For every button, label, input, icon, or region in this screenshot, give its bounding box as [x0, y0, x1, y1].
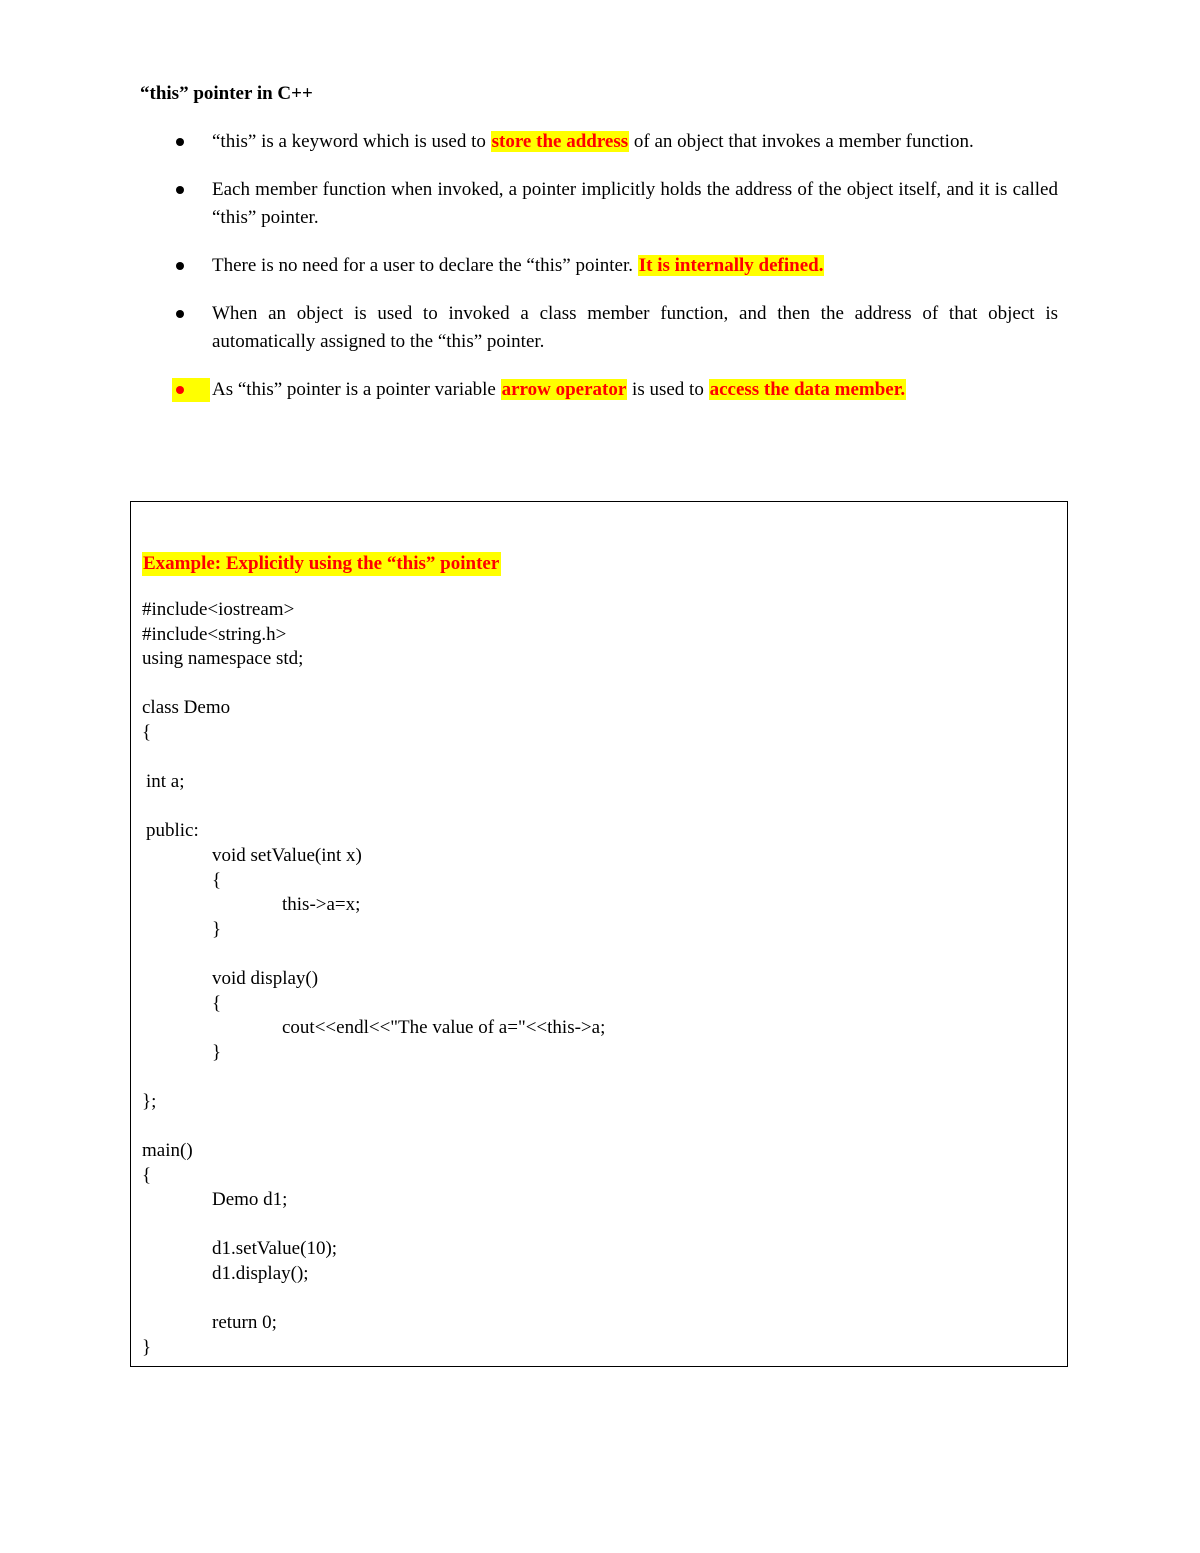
bullet-list: [140, 128, 1058, 424]
highlighted-text: It is internally defined.: [638, 255, 824, 276]
bullet-dot-icon: [176, 138, 184, 146]
bullet-dot-icon: [176, 186, 184, 194]
code-line: };: [142, 1090, 157, 1112]
code-line: }: [212, 1041, 222, 1063]
bullet-text: “this” is a keyword which is used to: [212, 131, 491, 152]
code-line: [142, 1065, 605, 1090]
code-line: [142, 746, 605, 771]
code-line: public:: [146, 820, 199, 842]
code-line: d1.setValue(10);: [212, 1238, 338, 1260]
code-line: }: [212, 918, 222, 940]
code-line: Demo d1;: [212, 1189, 288, 1211]
code-line: int a;: [146, 771, 185, 793]
bullet-text: When an object is used to invoked a class member function, and then the address of that object is automatically assigned to the “this” pointer.: [212, 303, 1058, 352]
code-line: {: [212, 992, 222, 1014]
bullet-text: is used to: [627, 379, 709, 400]
code-line: [142, 1213, 605, 1238]
code-line: #include<string.h>: [142, 623, 287, 645]
code-line: {: [142, 1164, 152, 1186]
highlighted-text: store the address: [491, 131, 629, 152]
bullet-text: As “this” pointer is a pointer variable: [212, 379, 501, 400]
bullet-item-5: [140, 376, 1058, 404]
code-line: [142, 795, 605, 820]
code-line: [142, 942, 605, 967]
code-line: d1.display();: [212, 1263, 309, 1285]
bullet-dot-icon: [176, 310, 184, 318]
code-line: [142, 1287, 605, 1312]
code-line: }: [142, 1336, 152, 1358]
code-line: cout<<endl<<"The value of a="<<this->a;: [282, 1017, 606, 1039]
bullet-dot-icon: [176, 262, 184, 270]
highlighted-text: access the data member.: [709, 379, 906, 400]
code-line: [142, 1114, 605, 1139]
code-line: #include<iostream>: [142, 599, 295, 620]
bullet-item-1: [140, 128, 1058, 156]
code-line: return 0;: [212, 1312, 277, 1334]
code-line: this->a=x;: [282, 894, 361, 916]
code-line: void display(): [212, 967, 319, 989]
page-title: “this” pointer in C++: [140, 83, 313, 104]
code-line: main(): [142, 1140, 193, 1162]
code-example-box: [130, 501, 1068, 1367]
highlighted-text: arrow operator: [501, 379, 627, 400]
bullet-text: There is no need for a user to declare the “this” pointer.: [212, 255, 638, 276]
code-line: void setValue(int x): [212, 844, 362, 866]
example-heading: Example: Explicitly using the “this” pointer: [143, 553, 500, 574]
code-line: using namespace std;: [142, 648, 304, 670]
bullet-text: Each member function when invoked, a pointer implicitly holds the address of the object itself, and it is called “this” pointer.: [212, 179, 1058, 228]
bullet-dot-icon: [176, 386, 184, 394]
code-line: {: [212, 869, 222, 891]
code-block: [142, 598, 605, 1360]
code-line: class Demo: [142, 697, 231, 719]
code-line: {: [142, 721, 152, 743]
bullet-text: of an object that invokes a member function.: [629, 131, 974, 152]
bullet-item-4: [140, 300, 1058, 356]
bullet-item-2: [140, 176, 1058, 232]
bullet-item-3: [140, 252, 1058, 280]
code-line: [142, 672, 605, 697]
